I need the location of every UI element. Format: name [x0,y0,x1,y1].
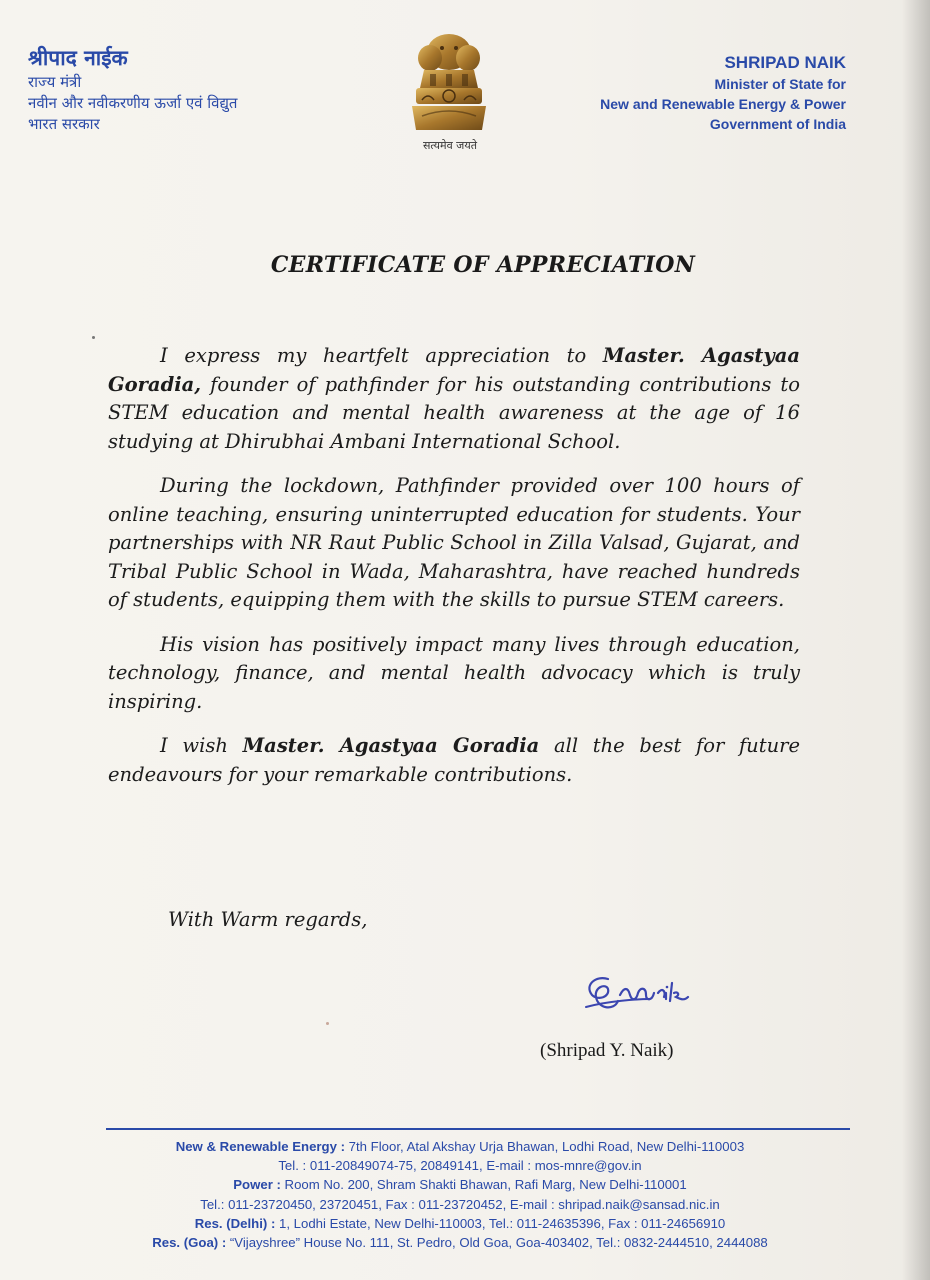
paper-speck [326,1022,329,1025]
p1-text-b: founder of pathfinder for his outstanding contributions to STEM education and mental health awareness at the age of 16 studying at Dhirubhai Ambani International School. [108,372,800,453]
p4-text-a: I wish [160,734,243,757]
hindi-name: श्रीपाद नाईक [28,46,128,70]
closing-salutation: With Warm regards, [168,908,368,931]
footer-line-5 [60,1214,860,1233]
paper-speck [92,336,95,339]
signer-name: (Shripad Y. Naik) [540,1040,674,1061]
page-edge-shadow [902,0,930,1280]
hindi-line-3: भारत सरकार [28,115,100,133]
english-line-1: Minister of State for [714,76,846,92]
footer-label-mnre: New & Renewable Energy : [175,1139,345,1154]
footer-rule [106,1128,850,1130]
p1-honoree-name: Master. Agastyaa Goradia, [108,344,800,396]
footer-label-power: Power : [233,1177,281,1193]
p4-text-b: all the best for future endeavours for your remarkable contributions. [108,734,800,786]
footer-contact [60,1137,860,1252]
footer-line-6 [60,1233,860,1252]
footer-label-res-delhi: Res. (Delhi) : [194,1215,276,1231]
p4-honoree-name: Master. Agastyaa Goradia [242,734,540,757]
footer-line-4: Tel.: 011-23720450, 23720451, Fax : 011-23720452, E-mail : shripad.naik@sansad.nic.in [200,1196,720,1212]
paragraph-4 [108,732,800,789]
footer-line-1 [60,1137,860,1156]
english-letterhead [600,52,846,134]
footer-address-power: Room No. 200, Shram Shakti Bhawan, Rafi Marg, New Delhi-110001 [280,1177,687,1193]
hindi-letterhead [28,44,237,135]
hindi-line-2: नवीन और नवीकरणीय ऊर्जा एवं विद्युत [28,94,238,112]
state-emblem-icon [408,30,490,138]
footer-address-res-goa: “Vijayshree” House No. 111, St. Pedro, Old Goa, Goa-403402, Tel.: 0832-2444510, 2444088 [226,1235,768,1251]
paragraph-2: During the lockdown, Pathfinder provided over 100 hours of online teaching, ensuring uninterrupted education for students. Your partnerships with NR Raut Public School in Zilla Valsad, Gujarat, and Tribal Public School in Wada, Maharashtra, have reached hundreds of students, equipping them with the skills to pursue STEM careers. [108,474,800,611]
footer-address-res-delhi: 1, Lodhi Estate, New Delhi-110003, Tel.: 011-24635396, Fax : 011-24656910 [275,1215,726,1231]
footer-line-3 [60,1175,860,1194]
paragraph-1 [108,342,800,456]
english-line-2: New and Renewable Energy & Power [600,96,846,112]
certificate-title: CERTIFICATE OF APPRECIATION [270,252,696,278]
english-name: SHRIPAD NAIK [724,53,846,72]
certificate-body [108,342,800,805]
handwritten-signature [578,965,738,1035]
paragraph-3: His vision has positively impact many lives through education, technology, finance, and mental health advocacy which is truly inspiring. [108,632,800,713]
p1-text-a: I express my heartfelt appreciation to [160,344,603,367]
hindi-line-1: राज्य मंत्री [28,73,82,91]
emblem-motto: सत्यमेव जयते [422,139,477,152]
footer-line-2: Tel. : 011-20849074-75, 20849141, E-mail : mos-mnre@gov.in [278,1158,642,1174]
footer-label-res-goa: Res. (Goa) : [152,1235,227,1251]
footer-address-mnre: 7th Floor, Atal Akshay Urja Bhawan, Lodhi Road, New Delhi-110003 [345,1139,745,1154]
english-line-3: Government of India [709,116,846,132]
